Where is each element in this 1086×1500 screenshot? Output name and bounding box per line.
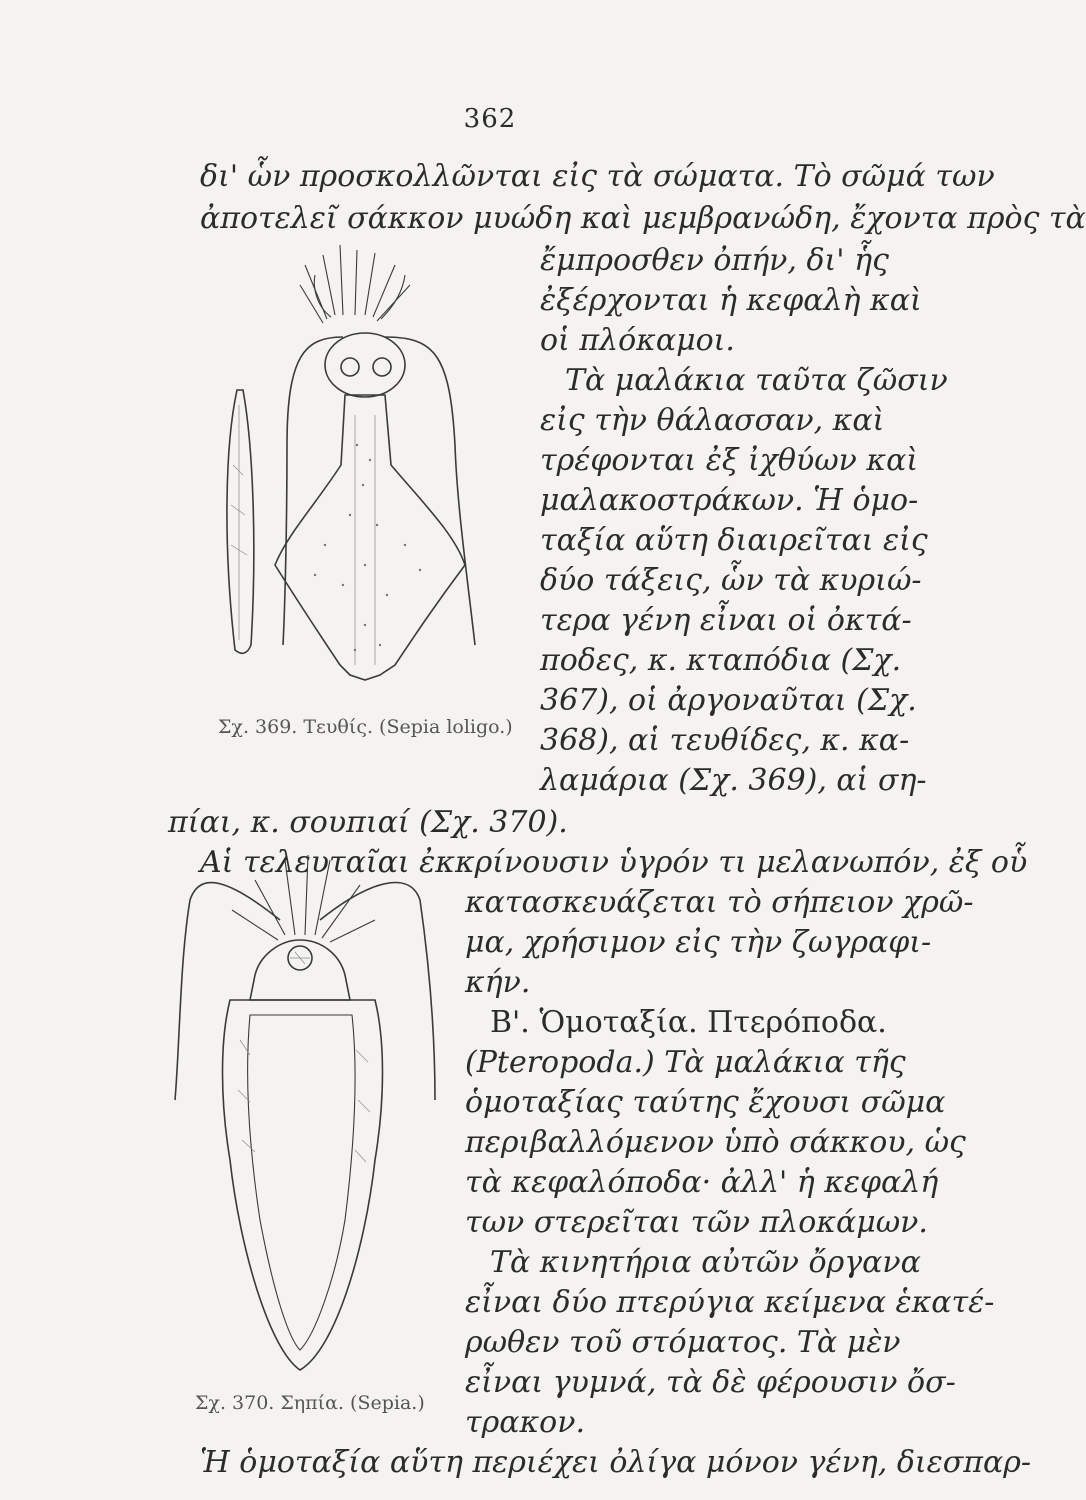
page-number: 362 xyxy=(463,104,517,134)
text-line-3: ἔμπροσθεν ὀπήν, δι' ἧς xyxy=(540,243,889,278)
text-line-13: ποδες, κ. κταπόδια (Σχ. xyxy=(540,643,902,678)
text-line-33: Ἡ ὁμοταξία αὕτη περιέχει ὀλίγα μόνον γένη, διεσπαρ- xyxy=(200,1445,1032,1480)
text-line-1: δι' ὧν προσκολλῶνται εἰς τὰ σώματα. Τὸ σῶμά των xyxy=(200,159,995,194)
text-line-14: 367), οἱ ἀργοναῦται (Σχ. xyxy=(540,683,917,718)
cuttlefish-illustration xyxy=(160,840,450,1385)
text-line-12: τερα γένη εἶναι οἱ ὀκτά- xyxy=(540,603,912,638)
text-line-20: μα, χρήσιμον εἰς τὴν ζωγραφι- xyxy=(465,925,932,960)
text-line-4: ἐξέρχονται ἡ κεφαλὴ καὶ xyxy=(540,283,922,318)
text-line-7: εἰς τὴν θάλασσαν, καὶ xyxy=(540,403,885,438)
text-line-11: δύο τάξεις, ὧν τὰ κυριώ- xyxy=(540,563,922,598)
text-line-17: πίαι, κ. σουπιαί (Σχ. 370). xyxy=(168,805,568,840)
text-line-10: ταξία αὕτη διαιρεῖται εἰς xyxy=(540,523,928,558)
text-line-24: ὁμοταξίας ταύτης ἔχουσι σῶμα xyxy=(465,1085,946,1120)
text-line-28: Τὰ κινητήρια αὐτῶν ὄργανα xyxy=(490,1245,921,1280)
text-line-23: (Pteropoda.) Τὰ μαλάκια τῆς xyxy=(465,1045,906,1080)
text-line-16: λαμάρια (Σχ. 369), αἱ ση- xyxy=(540,763,927,798)
text-line-15: 368), αἱ τευθίδες, κ. κα- xyxy=(540,723,910,758)
text-line-32: τρακον. xyxy=(465,1405,585,1440)
text-line-6: Τὰ μαλάκια ταῦτα ζῶσιν xyxy=(565,363,948,398)
text-line-25: περιβαλλόμενον ὑπὸ σάκκου, ὡς xyxy=(465,1125,966,1160)
text-line-5: οἱ πλόκαμοι. xyxy=(540,323,735,358)
text-line-29: εἶναι δύο πτερύγια κείμενα ἑκατέ- xyxy=(465,1285,995,1320)
text-line-18: Αἱ τελευταῖαι ἐκκρίνουσιν ὑγρόν τι μελανωπόν, ἐξ οὗ xyxy=(200,845,1028,880)
text-line-30: ρωθεν τοῦ στόματος. Τὰ μὲν xyxy=(465,1325,901,1360)
figure-370-caption: Σχ. 370. Σηπία. (Sepia.) xyxy=(195,1392,425,1414)
text-line-9: μαλακοστράκων. Ἡ ὁμο- xyxy=(540,483,919,518)
section-heading: Β'. Ὁμοταξία. Πτερόποδα. xyxy=(490,1005,887,1040)
text-line-2: ἀποτελεῖ σάκκον μυώδη καὶ μεμβρανώδη, ἔχοντα πρὸς τὰ xyxy=(200,201,1086,236)
figure-369-caption: Σχ. 369. Τευθίς. (Sepia loligo.) xyxy=(218,716,513,738)
text-line-31: εἶναι γυμνά, τὰ δὲ φέρουσιν ὄσ- xyxy=(465,1365,956,1400)
text-line-19: κατασκευάζεται τὸ σήπειον χρῶ- xyxy=(465,885,974,920)
text-line-21: κήν. xyxy=(465,965,531,1000)
text-line-8: τρέφονται ἐξ ἰχθύων καὶ xyxy=(540,443,919,478)
squid-illustration xyxy=(205,245,505,685)
text-line-26: τὰ κεφαλόποδα· ἀλλ' ἡ κεφαλή xyxy=(465,1165,939,1200)
text-line-27: των στερεῖται τῶν πλοκάμων. xyxy=(465,1205,928,1240)
